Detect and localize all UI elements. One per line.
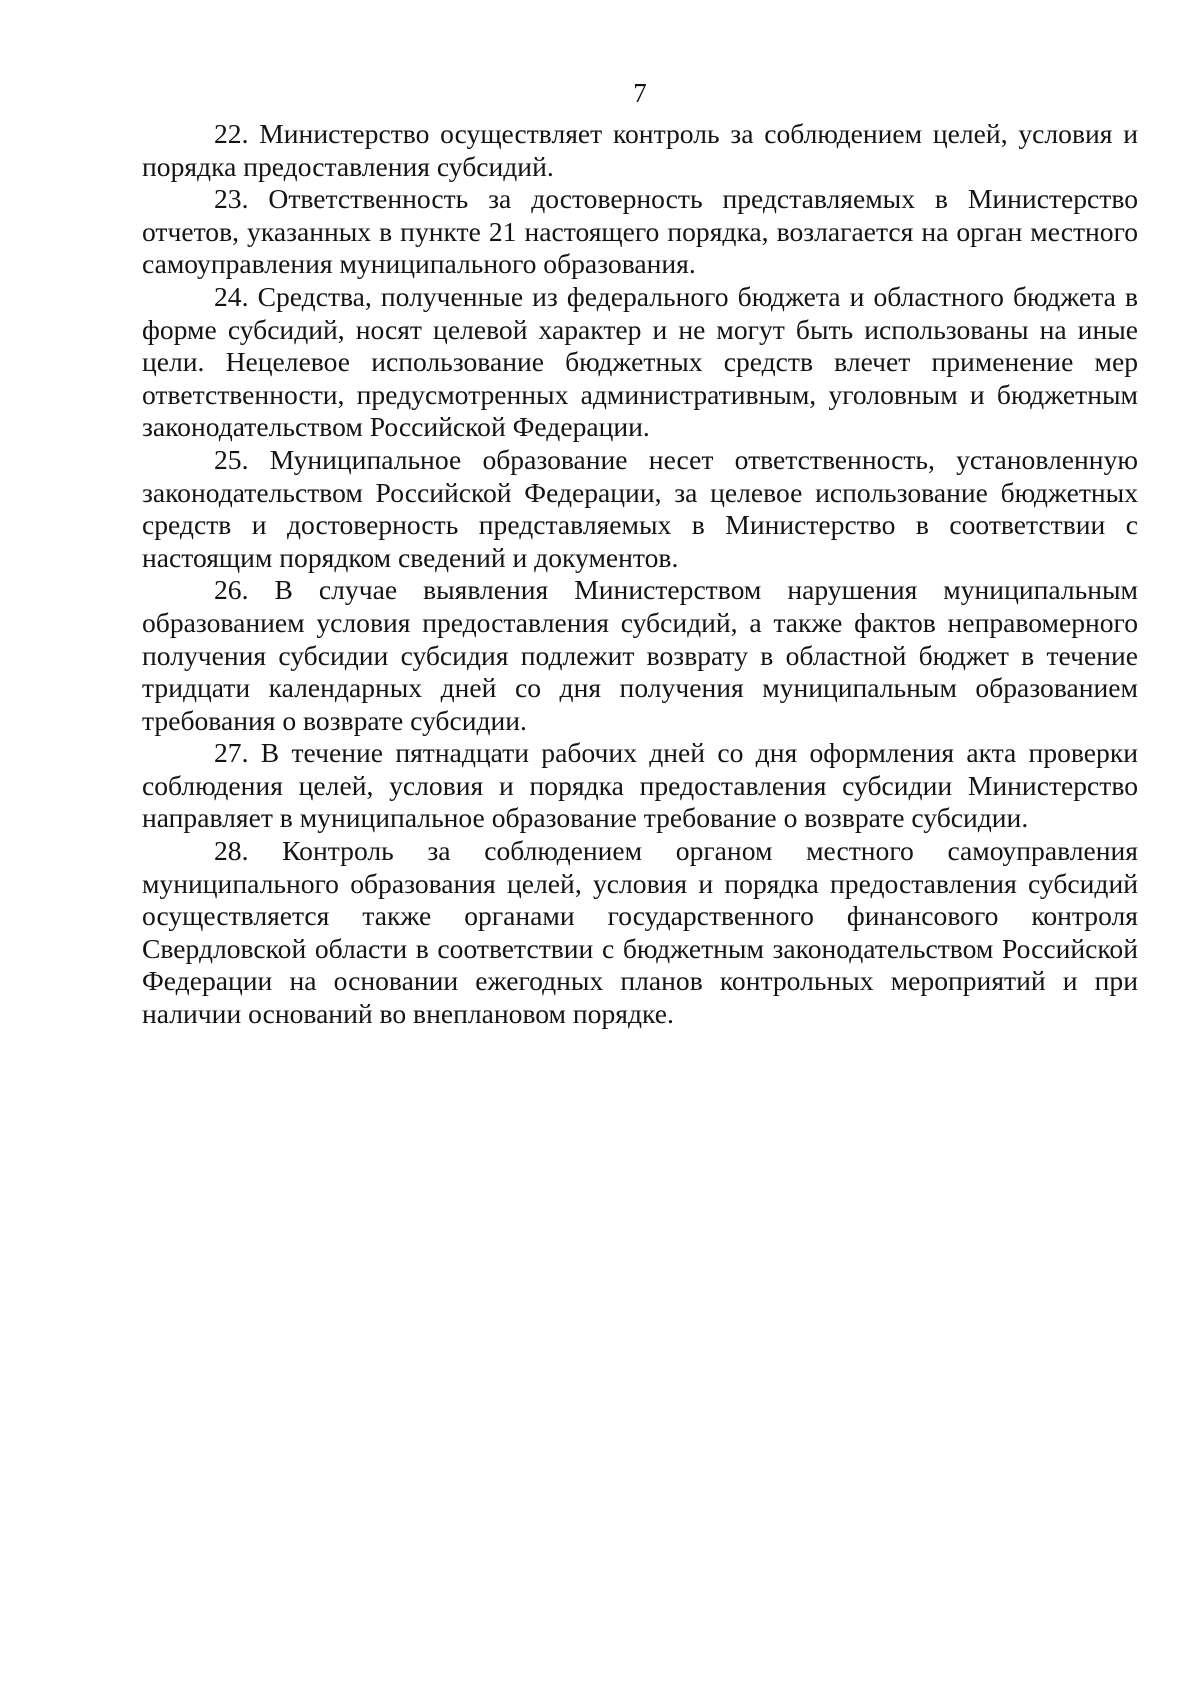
paragraph-22: 22. Министерство осуществляет контроль за соблюдением целей, условия и порядка предоставления субсидий. [142, 118, 1138, 182]
page-number: 7 [633, 78, 647, 108]
paragraph-23: 23. Ответственность за достоверность представляемых в Министерство отчетов, указанных в пункте 21 настоящего порядка, возлагается на орган местного самоуправления муниципального образования. [142, 183, 1138, 280]
paragraph-27: 27. В течение пятнадцати рабочих дней со дня оформления акта проверки соблюдения целей, условия и порядка предоставления субсидии Министерство направляет в муниципальное образование требование о возврате субсидии. [142, 737, 1138, 834]
paragraph-26: 26. В случае выявления Министерством нарушения муниципальным образованием условия предоставления субсидий, а также фактов неправомерного получения субсидии субсидия подлежит возврату в областной бюджет в течение тридцати календарных дней со дня получения муниципальным образованием требования о возврате субсидии. [142, 574, 1138, 736]
document-body [142, 118, 1138, 1031]
paragraph-25: 25. Муниципальное образование несет ответственность, установленную законодательством Российской Федерации, за целевое использование бюджетных средств и достоверность представляемых в Министерство в соответствии с настоящим порядком сведений и документов. [142, 443, 1138, 573]
paragraph-28: 28. Контроль за соблюдением органом местного самоуправления муниципального образования целей, условия и порядка предоставления субсидий осуществляется также органами государственного финансового контроля Свердловской области в соответствии с бюджетным законодательством Российской Федерации на основании ежегодных планов контрольных мероприятий и при наличии оснований во внеплановом порядке. [142, 835, 1138, 1030]
paragraph-24: 24. Средства, полученные из федерального бюджета и областного бюджета в форме субсидий, носят целевой характер и не могут быть использованы на иные цели. Нецелевое использование бюджетных средств влечет применение мер ответственности, предусмотренных административным, уголовным и бюджетным законодательством Российской Федерации. [142, 280, 1138, 443]
